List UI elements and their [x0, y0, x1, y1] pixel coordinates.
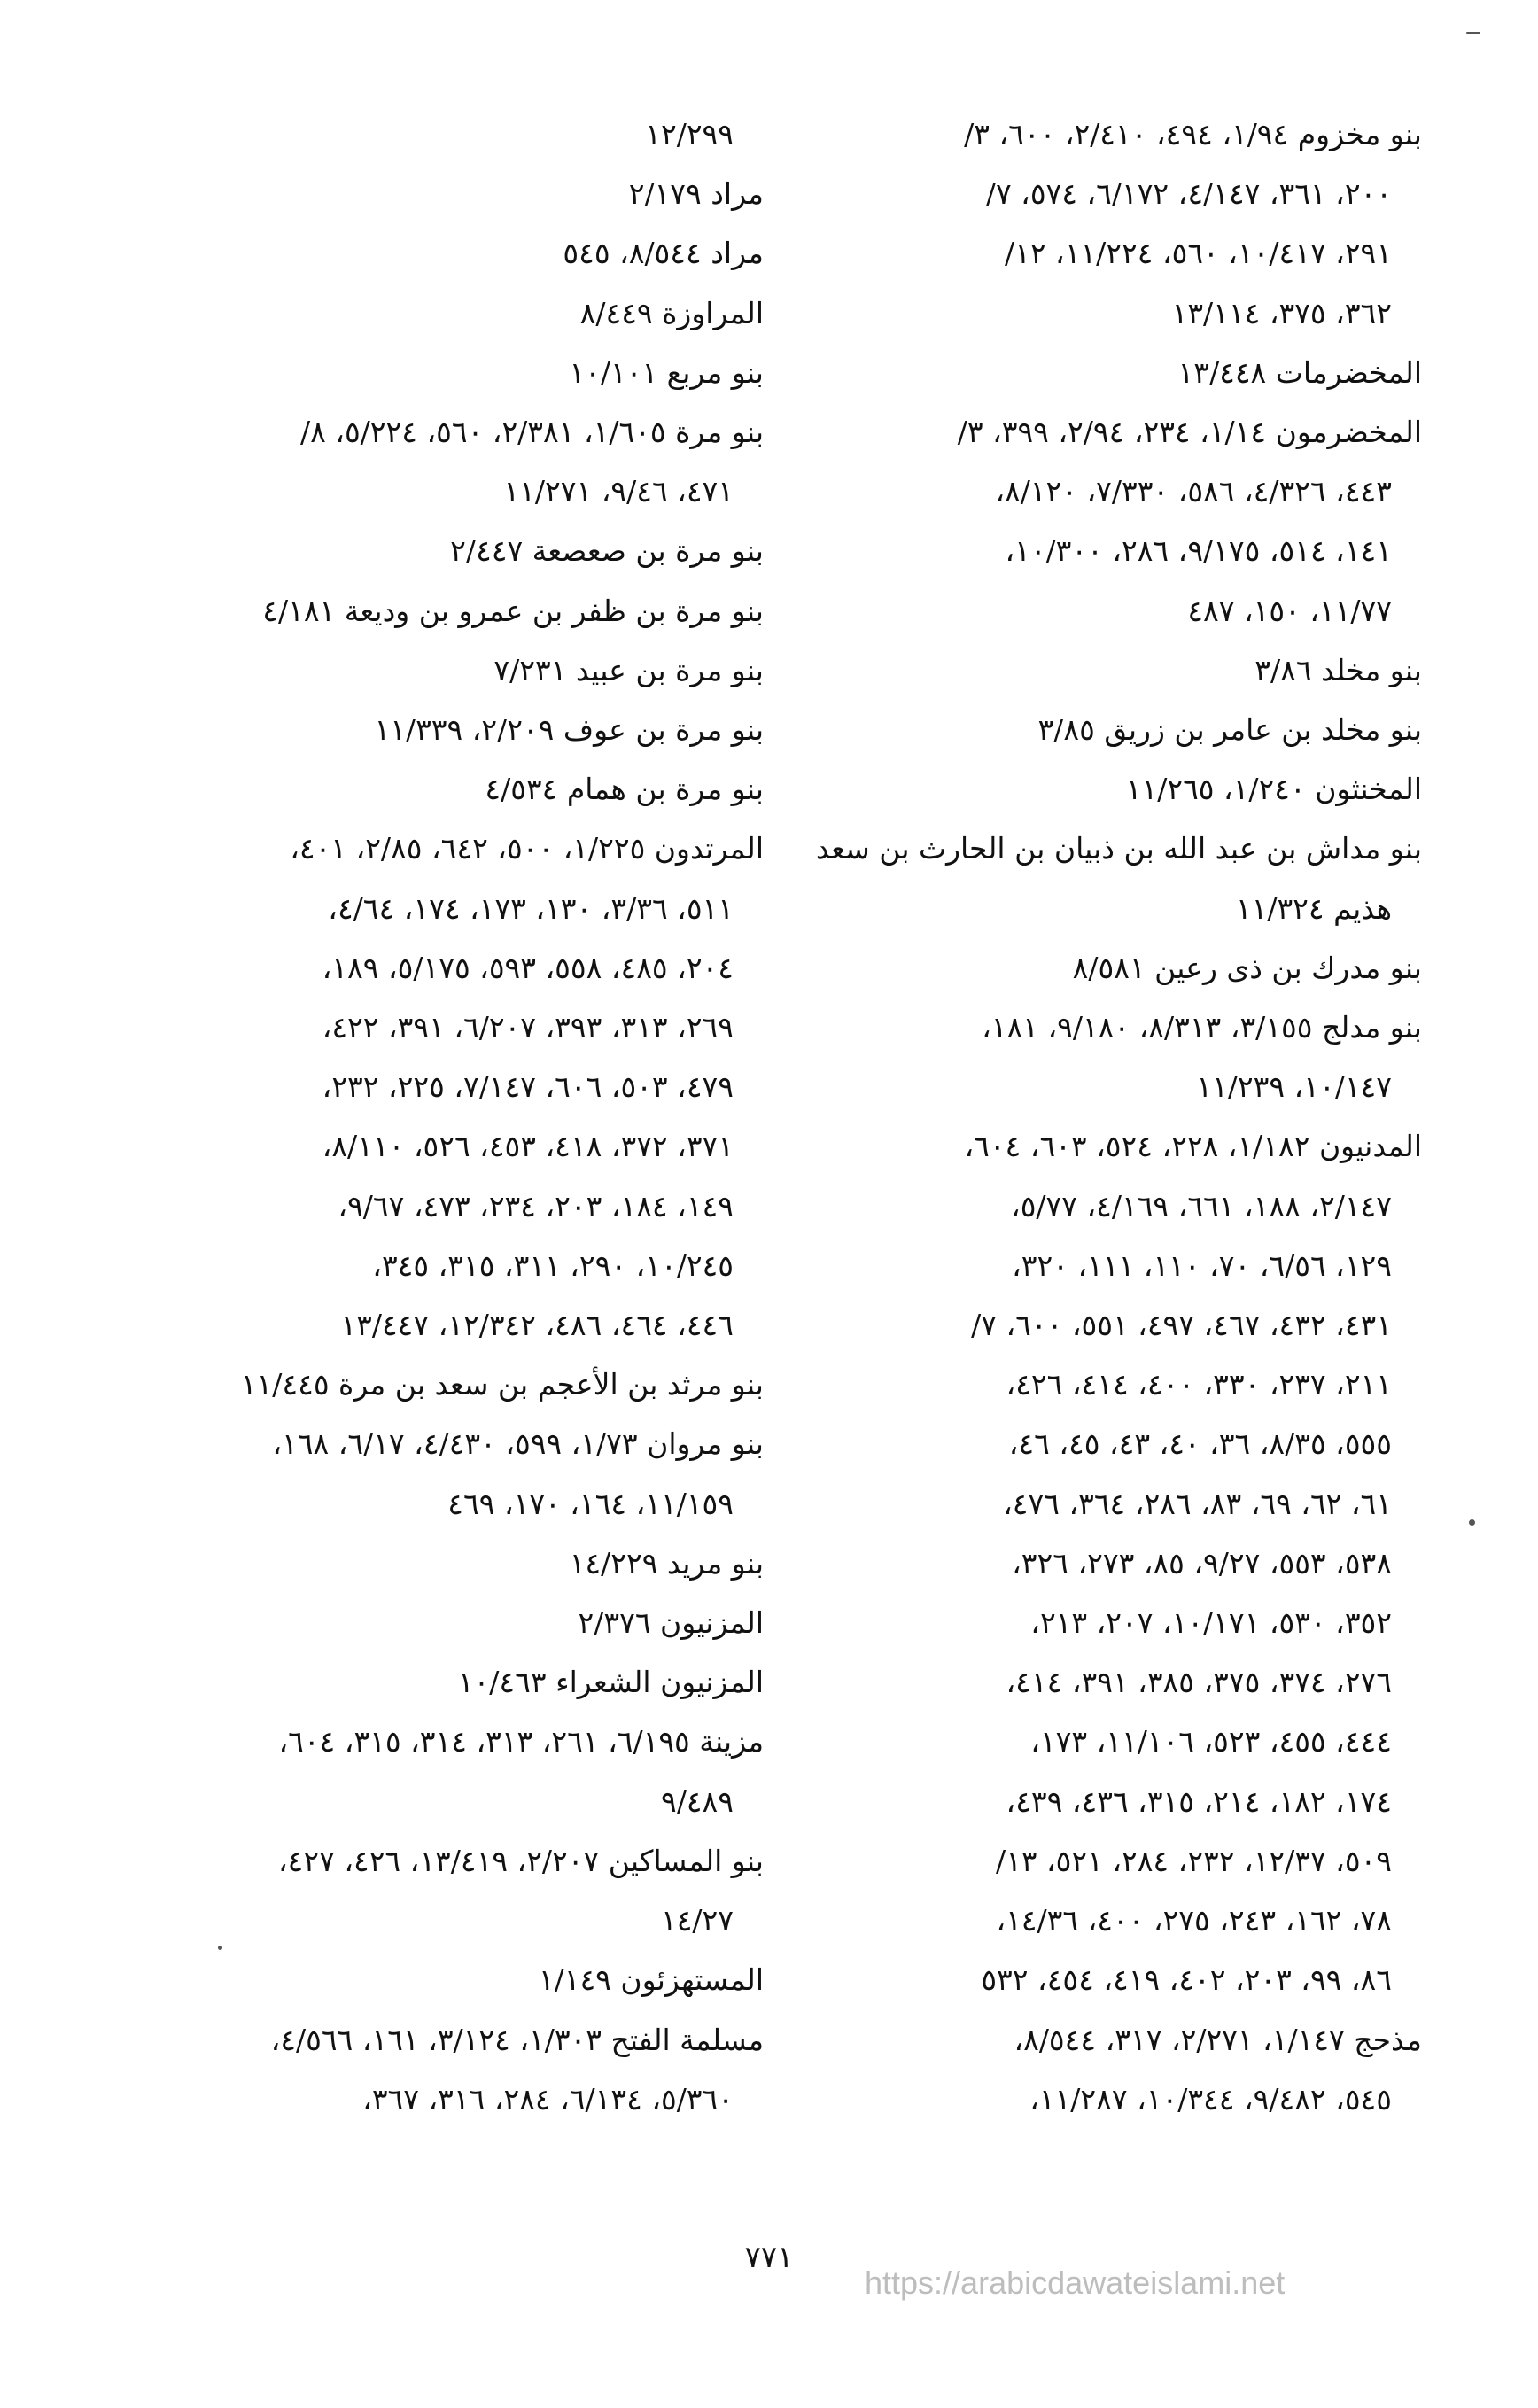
page-number: ٧٧١	[744, 2240, 794, 2275]
index-entry: مذحج ١/١٤٧، ٢/٢٧١، ٣١٧، ٨/٥٤٤،	[1014, 2022, 1422, 2057]
index-entry-continuation: ١٠/١٤٧، ١١/٢٣٩	[1196, 1069, 1392, 1105]
index-entry-continuation: ٤٧٩، ٥٠٣، ٦٠٦، ٧/١٤٧، ٢٢٥، ٢٣٢،	[322, 1069, 734, 1105]
index-entry-continuation: ١١/١٥٩، ١٦٤، ١٧٠، ٤٦٩	[447, 1486, 734, 1521]
scan-speck	[1469, 1519, 1475, 1526]
index-entry-continuation: ١٧٤، ١٨٢، ٢١٤، ٣١٥، ٤٣٦، ٤٣٩،	[1006, 1783, 1392, 1819]
index-entry: المخضرمون ١/١٤، ٢٣٤، ٢/٩٤، ٣٩٩، ٣/	[957, 415, 1422, 450]
index-entry-continuation: ٤٤٣، ٤/٣٢٦، ٥٨٦، ٧/٣٣٠، ٨/١٢٠،	[995, 474, 1392, 509]
index-entry: بنو مرة بن صعصعة ٢/٤٤٧	[450, 533, 764, 569]
index-entry: بنو مرة بن عوف ٢/٢٠٩، ١١/٣٣٩	[374, 712, 764, 748]
index-entry-continuation: ٣٧١، ٣٧٢، ٤١٨، ٤٥٣، ٥٢٦، ٨/١١٠،	[322, 1129, 734, 1164]
index-entry-continuation: ٢١١، ٢٣٧، ٣٣٠، ٤٠٠، ٤١٤، ٤٢٦،	[1006, 1367, 1392, 1402]
index-entry-continuation: هذيم ١١/٣٢٤	[1235, 890, 1392, 926]
index-entry: بنو مريد ١٤/٢٢٩	[569, 1545, 764, 1581]
index-entry-continuation: ٣٦٢، ٣٧٥، ١٣/١١٤	[1171, 295, 1392, 330]
index-entry: بنو مرة بن ظفر بن عمرو بن وديعة ٤/١٨١	[262, 593, 764, 628]
index-entry: المخضرمات ١٣/٤٤٨	[1177, 354, 1422, 390]
index-entry-continuation: ١٢٩، ٦/٥٦، ٧٠، ١١٠، ١١١، ٣٢٠،	[1012, 1247, 1392, 1283]
index-entry-continuation: ٢٧٦، ٣٧٤، ٣٧٥، ٣٨٥، ٣٩١، ٤١٤،	[1006, 1665, 1392, 1700]
index-entry: بنو المساكين ٢/٢٠٧، ١٣/٤١٩، ٤٢٦، ٤٢٧،	[278, 1843, 764, 1878]
index-entry-continuation: ٩/٤٨٩	[660, 1783, 734, 1819]
index-entry: بنو مخزوم ١/٩٤، ٤٩٤، ٢/٤١٠، ٦٠٠، ٣/	[964, 117, 1422, 151]
index-entry: بنو مرثد بن الأعجم بن سعد بن مرة ١١/٤٤٥	[240, 1367, 764, 1402]
index-entry: بنو مخلد ٣/٨٦	[1254, 652, 1422, 687]
index-entry-continuation: ٥٠٩، ١٢/٣٧، ٢٣٢، ٢٨٤، ٥٢١، ١٣/	[995, 1843, 1392, 1878]
index-entry: بنو مخلد بن عامر بن زريق ٣/٨٥	[1037, 712, 1422, 748]
index-entry: المرتدون ١/٢٢٥، ٥٠٠، ٦٤٢، ٢/٨٥، ٤٠١،	[290, 831, 764, 866]
index-entry-continuation: ٥/٣٦٠، ٦/١٣٤، ٢٨٤، ٣١٦، ٣٦٧،	[362, 2081, 734, 2117]
index-column-right	[802, 105, 1422, 2129]
index-entry-continuation: ٤٣١، ٤٣٢، ٤٦٧، ٤٩٧، ٥٥١، ٦٠٠، ٧/	[971, 1308, 1392, 1343]
index-column-left	[144, 105, 764, 2129]
index-entry: بنو مرة بن همام ٤/٥٣٤	[485, 772, 764, 807]
index-entry-continuation: ٧٨، ١٦٢، ٢٤٣، ٢٧٥، ٤٠٠، ١٤/٣٦،	[996, 1903, 1392, 1938]
scan-speck	[1466, 32, 1480, 34]
index-entry-continuation: ١٤١، ٥١٤، ٩/١٧٥، ٢٨٦، ١٠/٣٠٠،	[1005, 533, 1392, 569]
watermark-url: https://arabicdawateislami.net	[865, 2264, 1286, 2301]
index-entry-continuation: ١٠/٢٤٥، ٢٩٠، ٣١١، ٣١٥، ٣٤٥،	[372, 1247, 734, 1283]
index-entry-continuation: ٤٧١، ٩/٤٦، ١١/٢٧١	[503, 474, 734, 509]
index-entry: مسلمة الفتح ١/٣٠٣، ٣/١٢٤، ١٦١، ٤/٥٦٦،	[270, 2022, 764, 2057]
index-entry-continuation: ٥٤٥، ٩/٤٨٢، ١٠/٣٤٤، ١١/٢٨٧،	[1029, 2081, 1392, 2117]
index-entry: بنو مرة بن عبيد ٧/٢٣١	[493, 652, 764, 687]
index-entry: مراد ٢/١٧٩	[628, 176, 764, 212]
index-entry: بنو مدرك بن ذى رعين ٨/٥٨١	[1072, 950, 1422, 985]
index-entry-continuation: ١٢/٢٩٩	[645, 117, 734, 151]
index-entry: بنو مروان ١/٧٣، ٥٩٩، ٤/٤٣٠، ٦/١٧، ١٦٨،	[272, 1426, 764, 1462]
index-entry-continuation: ٥١١، ٣/٣٦، ١٣٠، ١٧٣، ١٧٤، ٤/٦٤،	[328, 890, 734, 926]
index-entry-continuation: ٢٦٩، ٣١٣، ٣٩٣، ٦/٢٠٧، ٣٩١، ٤٢٢،	[322, 1010, 734, 1045]
index-entry: مراد ٨/٥٤٤، ٥٤٥	[563, 236, 764, 271]
index-entry: بنو مربع ١٠/١٠١	[569, 354, 764, 390]
index-entry: بنو مدلج ٣/١٥٥، ٨/٣١٣، ٩/١٨٠، ١٨١،	[982, 1010, 1422, 1045]
index-entry: المدنيون ١/١٨٢، ٢٢٨، ٥٢٤، ٦٠٣، ٦٠٤،	[964, 1129, 1422, 1164]
index-entry-continuation: ٦١، ٦٢، ٦٩، ٨٣، ٢٨٦، ٣٦٤، ٤٧٦،	[1003, 1486, 1392, 1521]
index-entry-continuation: ٥٥٥، ٨/٣٥، ٣٦، ٤٠، ٤٣، ٤٥، ٤٦،	[1008, 1426, 1392, 1462]
index-entry: المستهزئون ١/١٤٩	[538, 1962, 764, 1998]
index-entry-continuation: ٢٠٤، ٤٨٥، ٥٥٨، ٥٩٣، ٥/١٧٥، ١٨٩،	[322, 950, 734, 985]
index-entry: المزنيون ٢/٣٧٦	[578, 1605, 764, 1641]
index-entry-continuation: ٨٦، ٩٩، ٢٠٣، ٤٠٢، ٤١٩، ٤٥٤، ٥٣٢	[981, 1962, 1392, 1998]
index-entry-continuation: ٥٣٨، ٥٥٣، ٩/٢٧، ٨٥، ٢٧٣، ٣٢٦،	[1012, 1545, 1392, 1581]
index-entry-continuation: ١٤٩، ١٨٤، ٢٠٣، ٢٣٤، ٤٧٣، ٩/٦٧،	[338, 1188, 734, 1223]
index-entry-continuation: ٢/١٤٧، ١٨٨، ٦٦١، ٤/١٦٩، ٥/٧٧،	[1011, 1188, 1392, 1223]
index-entry-continuation: ١٤/٢٧	[660, 1903, 734, 1938]
index-entry: المراوزة ٨/٤٤٩	[579, 295, 764, 330]
scan-speck	[218, 1946, 222, 1950]
index-entry: المزنيون الشعراء ١٠/٤٦٣	[457, 1665, 764, 1700]
index-entry: مزينة ٦/١٩٥، ٢٦١، ٣١٣، ٣١٤، ٣١٥، ٦٠٤،	[278, 1724, 764, 1759]
index-entry-continuation: ٤٤٤، ٤٥٥، ٥٢٣، ١١/١٠٦، ١٧٣،	[1030, 1724, 1392, 1759]
index-entry-continuation: ١١/٧٧، ١٥٠، ٤٨٧	[1187, 593, 1392, 628]
index-entry-continuation: ٤٤٦، ٤٦٤، ٤٨٦، ١٢/٣٤٢، ١٣/٤٤٧	[340, 1308, 734, 1343]
index-entry-continuation: ٣٥٢، ٥٣٠، ١٠/١٧١، ٢٠٧، ٢١٣،	[1030, 1605, 1392, 1641]
index-entry: المخنثون ١/٢٤٠، ١١/٢٦٥	[1125, 772, 1422, 807]
index-entry: بنو مرة ١/٦٠٥، ٢/٣٨١، ٥٦٠، ٥/٢٢٤، ٨/	[299, 415, 764, 450]
index-entry-continuation: ٢٩١، ١٠/٤١٧، ٥٦٠، ١١/٢٢٤، ١٢/	[1004, 236, 1392, 271]
index-entry-continuation: ٢٠٠، ٣٦١، ٤/١٤٧، ٦/١٧٢، ٥٧٤، ٧/	[985, 176, 1392, 212]
index-entry: بنو مداش بن عبد الله بن ذبيان بن الحارث بن سعد	[815, 831, 1422, 866]
